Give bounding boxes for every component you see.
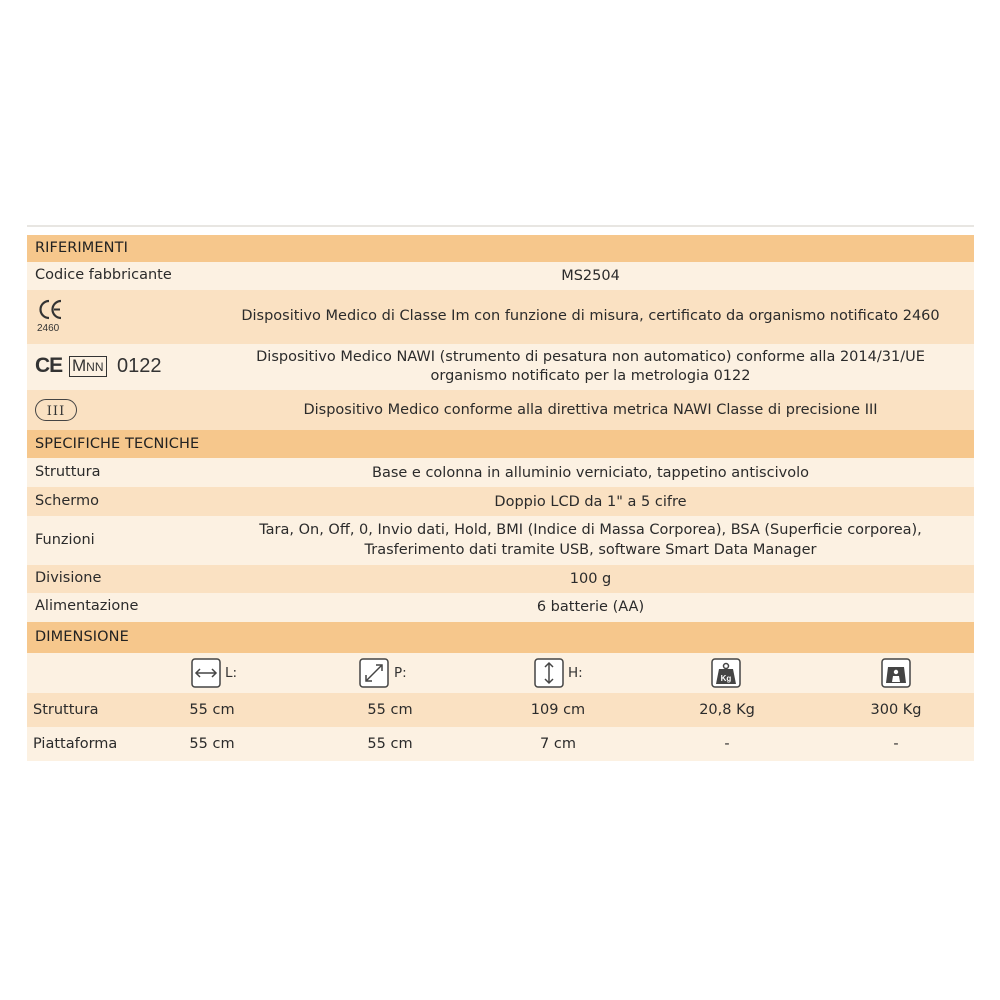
row-label: Funzioni: [35, 532, 95, 548]
depth-value: 55 cm: [367, 736, 413, 752]
ce-mark: CE: [35, 354, 63, 377]
weight-kg-icon: [711, 658, 741, 692]
height-value: 7 cm: [540, 736, 576, 752]
row-value: Dispositivo Medico di Classe Im con funzione di misura, certificato da organismo notificato 2460: [241, 308, 940, 324]
width-value: 55 cm: [189, 702, 235, 718]
ce-number: 2460: [37, 323, 60, 334]
width-label: L:: [225, 665, 238, 681]
depth-arrow-icon: [359, 658, 389, 692]
capacity-value: 300 Kg: [870, 702, 922, 718]
spec-row-struttura: [27, 458, 974, 487]
spec-sheet: [27, 235, 974, 761]
weight-value: -: [724, 736, 730, 752]
max-capacity-icon: [881, 658, 911, 692]
spec-row-divisione: [27, 565, 974, 593]
row-value: Doppio LCD da 1" a 5 cifre: [494, 494, 687, 510]
top-divider: [27, 225, 974, 227]
class-mark: III: [46, 404, 66, 419]
dimension-row-struttura: [27, 693, 974, 727]
row-nawi: [27, 344, 974, 390]
svg-text:Kg: Kg: [720, 674, 732, 683]
dimension-header-row: [27, 653, 974, 693]
row-value: 100 g: [569, 571, 612, 587]
height-arrow-icon: [534, 658, 564, 692]
section-title: DIMENSIONE: [35, 629, 129, 645]
row-label: Divisione: [35, 570, 102, 586]
row-value-line2: Trasferimento dati tramite USB, software Smart Data Manager: [364, 542, 817, 558]
ce-mnn-mark-icon: [35, 356, 175, 380]
row-label: Alimentazione: [35, 598, 139, 614]
width-value: 55 cm: [189, 736, 235, 752]
row-value: 6 batterie (AA): [536, 599, 645, 615]
precision-class-iii-icon: [35, 399, 77, 421]
spec-row-funzioni: [27, 516, 974, 565]
depth-label: P:: [394, 665, 407, 681]
row-value-line1: Dispositivo Medico NAWI (strumento di pesatura non automatico) conforme alla 2014/31/UE: [256, 349, 925, 365]
spec-row-schermo: [27, 487, 974, 516]
row-value: MS2504: [561, 268, 620, 284]
spec-row-alimentazione: [27, 593, 974, 622]
depth-value: 55 cm: [367, 702, 413, 718]
row-class-iii: [27, 390, 974, 430]
weight-value: 20,8 Kg: [699, 702, 755, 718]
notified-body-number: 0122: [117, 355, 162, 377]
section-header-specifiche: [27, 430, 974, 458]
section-title: RIFERIMENTI: [35, 240, 128, 256]
capacity-value: -: [893, 736, 899, 752]
ce-mark-icon: [35, 298, 75, 338]
row-value-line1: Tara, On, Off, 0, Invio dati, Hold, BMI (Indice di Massa Corporea), BSA (Superficie corporea),: [259, 522, 922, 538]
row-label: Struttura: [35, 464, 101, 480]
section-header-riferimenti: [27, 235, 974, 262]
section-title: SPECIFICHE TECNICHE: [35, 436, 200, 452]
row-value: Dispositivo Medico conforme alla direttiva metrica NAWI Classe di precisione III: [303, 402, 878, 418]
metrology-mark: MNN: [69, 356, 107, 377]
row-label: Codice fabbricante: [35, 267, 172, 283]
height-value: 109 cm: [530, 702, 586, 718]
row-value: Base e colonna in alluminio verniciato, tappetino antiscivolo: [372, 465, 809, 481]
row-label: Schermo: [35, 493, 99, 509]
dimension-row-piattaforma: [27, 727, 974, 761]
row-value-line2: organismo notificato per la metrologia 0122: [430, 368, 751, 384]
row-label: Piattaforma: [33, 736, 118, 752]
height-label: H:: [568, 665, 583, 681]
row-ce-class-im: [27, 290, 974, 344]
row-label: Struttura: [33, 702, 99, 718]
row-codice-fabbricante: [27, 262, 974, 290]
section-header-dimensione: [27, 622, 974, 653]
width-arrow-icon: [191, 658, 221, 692]
